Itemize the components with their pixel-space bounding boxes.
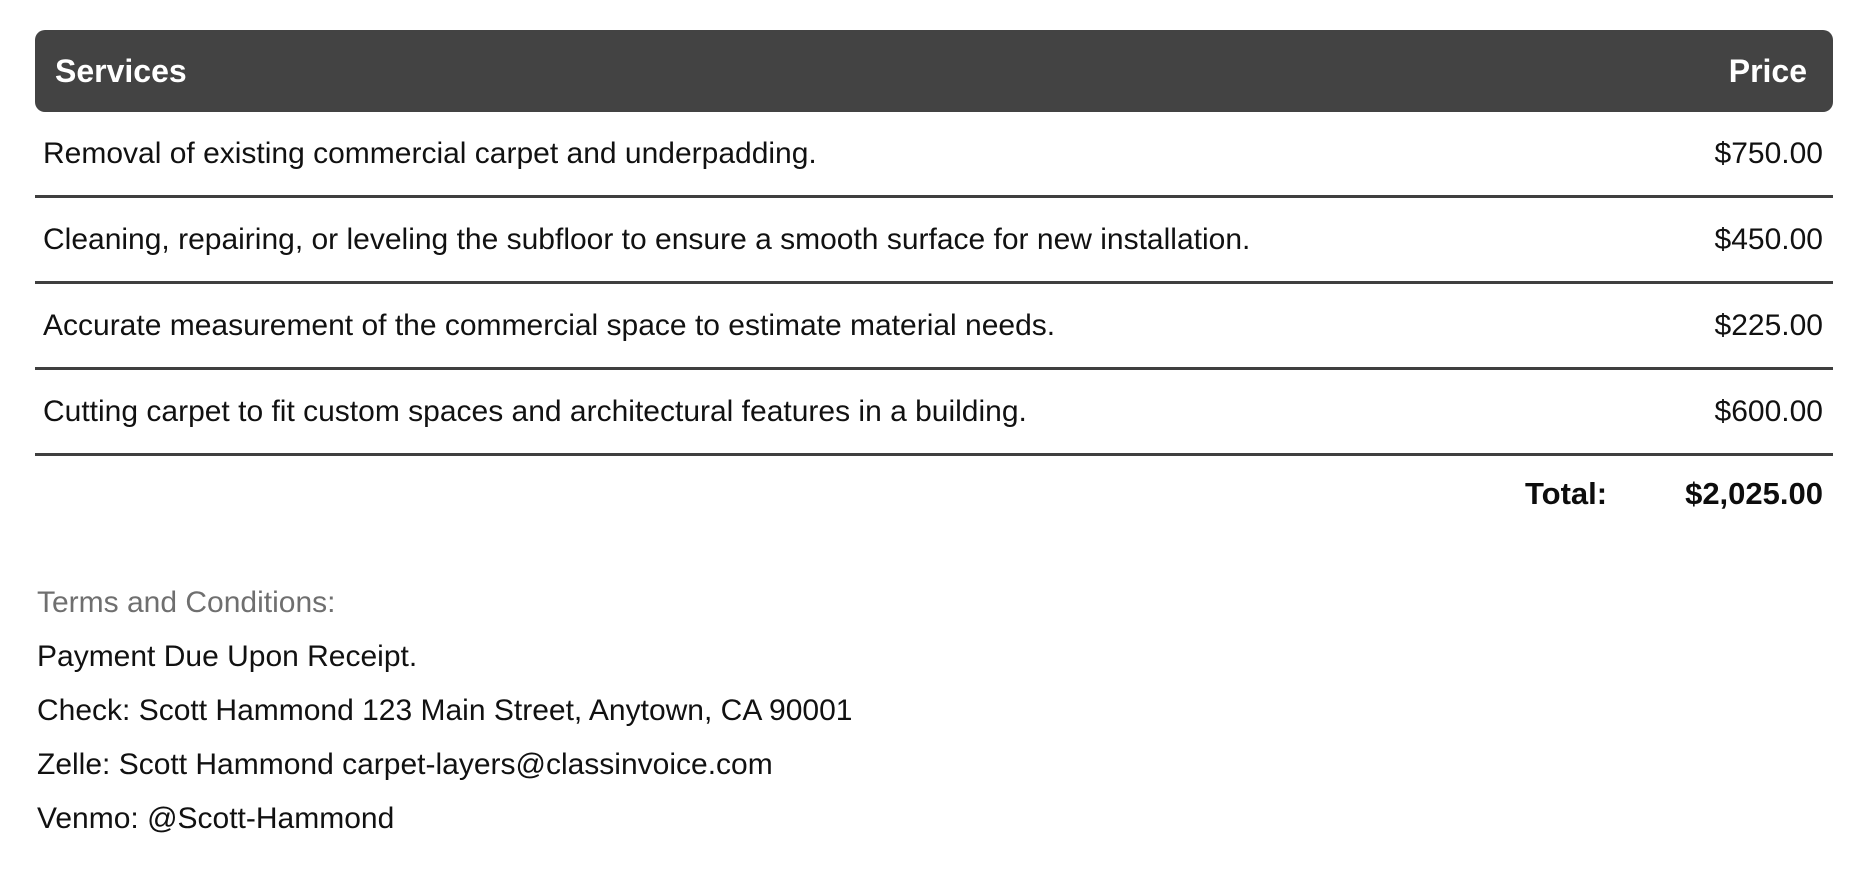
services-table bbox=[35, 30, 1833, 532]
total-label: Total: bbox=[1525, 476, 1608, 511]
service-description: Removal of existing commercial carpet and underpadding. bbox=[43, 136, 817, 170]
table-row bbox=[35, 284, 1833, 370]
table-header-row bbox=[35, 30, 1833, 112]
table-row bbox=[35, 198, 1833, 284]
table-row bbox=[35, 112, 1833, 198]
total-value: $2,025.00 bbox=[1685, 476, 1823, 511]
service-price: $750.00 bbox=[1714, 136, 1823, 170]
terms-line-zelle: Zelle: Scott Hammond carpet-layers@classinvoice.com bbox=[37, 748, 773, 781]
service-price: $600.00 bbox=[1714, 394, 1823, 428]
terms-heading: Terms and Conditions: bbox=[37, 586, 336, 619]
service-price: $450.00 bbox=[1714, 222, 1823, 256]
service-description: Accurate measurement of the commercial space to estimate material needs. bbox=[43, 308, 1056, 342]
service-description: Cutting carpet to fit custom spaces and architectural features in a building. bbox=[43, 394, 1027, 428]
service-description: Cleaning, repairing, or leveling the subfloor to ensure a smooth surface for new installation. bbox=[43, 222, 1251, 256]
terms-line-venmo: Venmo: @Scott-Hammond bbox=[37, 802, 395, 835]
table-row bbox=[35, 370, 1833, 456]
services-column-header: Services bbox=[55, 52, 187, 89]
price-column-header: Price bbox=[1728, 52, 1807, 89]
terms-line-check: Check: Scott Hammond 123 Main Street, Anytown, CA 90001 bbox=[37, 694, 853, 727]
terms-section bbox=[35, 576, 1833, 846]
terms-line-payment: Payment Due Upon Receipt. bbox=[37, 640, 418, 673]
service-price: $225.00 bbox=[1714, 308, 1823, 342]
total-row bbox=[35, 456, 1833, 532]
